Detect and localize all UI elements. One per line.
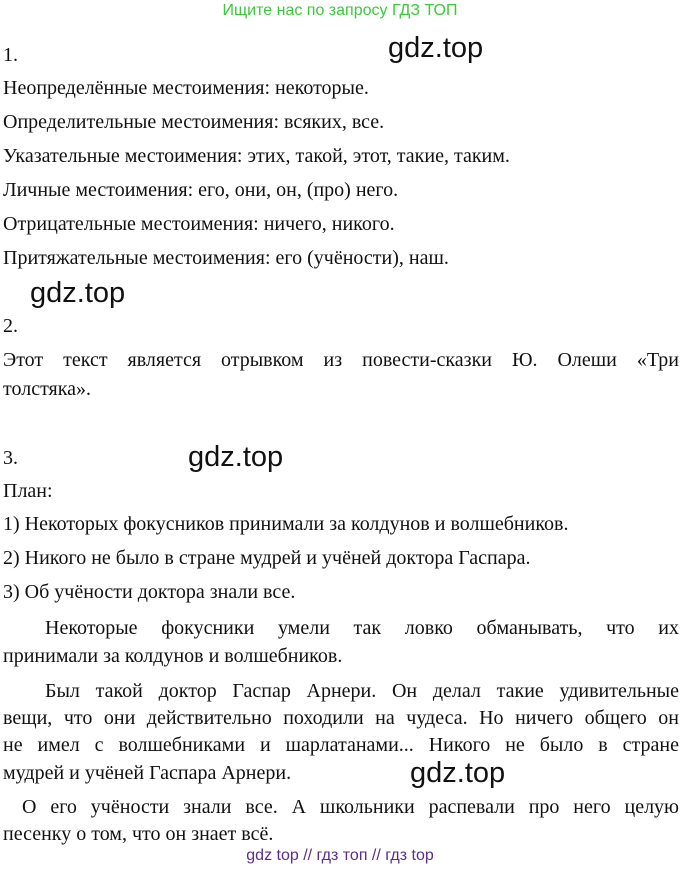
- section-3-number: 3.: [3, 447, 18, 469]
- paragraph-line: мудрей и учёней Гаспара Арнери.: [3, 762, 292, 784]
- paragraph-line: О его учёности знали все. А школьники распевали про него целую: [22, 796, 679, 818]
- paragraph-line: Был такой доктор Гаспар Арнери. Он делал такие удивительные: [45, 680, 679, 702]
- paragraph-line: песенку о том, что он знает всё.: [3, 823, 274, 845]
- answer-line: Притяжательные местоимения: его (учёности), наш.: [3, 247, 449, 269]
- paragraph-line: принимали за колдунов и волшебников.: [3, 645, 343, 667]
- answer-line: Личные местоимения: его, они, он, (про) него.: [3, 179, 399, 201]
- plan-item: 3) Об учёности доктора знали все.: [3, 581, 296, 603]
- answer-line: Неопределённые местоимения: некоторые.: [3, 77, 369, 99]
- section-2-number: 2.: [3, 315, 18, 337]
- watermark: gdz.top: [30, 277, 126, 309]
- paragraph-line: не имел с волшебниками и шарлатанами... Никого не было в стране: [3, 734, 679, 756]
- watermark: gdz.top: [388, 32, 484, 64]
- section-2-text-line: Этот текст является отрывком из повести-сказки Ю. Олеши «Три: [3, 349, 679, 371]
- watermark: gdz.top: [410, 757, 506, 789]
- paragraph-line: Некоторые фокусники умели так ловко обманывать, что их: [45, 617, 679, 639]
- search-banner: Ищите нас по запросу ГДЗ ТОП: [222, 2, 458, 19]
- plan-item: 2) Никого не было в стране мудрей и учёней доктора Гаспара.: [3, 547, 531, 569]
- answer-line: Указательные местоимения: этих, такой, этот, такие, таким.: [3, 145, 510, 167]
- footer-links: gdz top // гдз топ // гдз top: [246, 847, 434, 864]
- plan-label: План:: [3, 480, 53, 502]
- answer-line: Определительные местоимения: всяких, все.: [3, 111, 385, 133]
- paragraph-line: вещи, что они действительно походили на чудеса. Но ничего общего он: [3, 707, 679, 729]
- plan-item: 1) Некоторых фокусников принимали за колдунов и волшебников.: [3, 513, 569, 535]
- section-2-text-line: толстяка».: [3, 378, 92, 400]
- watermark: gdz.top: [188, 441, 284, 473]
- section-1-number: 1.: [3, 44, 18, 66]
- answer-line: Отрицательные местоимения: ничего, никого.: [3, 213, 395, 235]
